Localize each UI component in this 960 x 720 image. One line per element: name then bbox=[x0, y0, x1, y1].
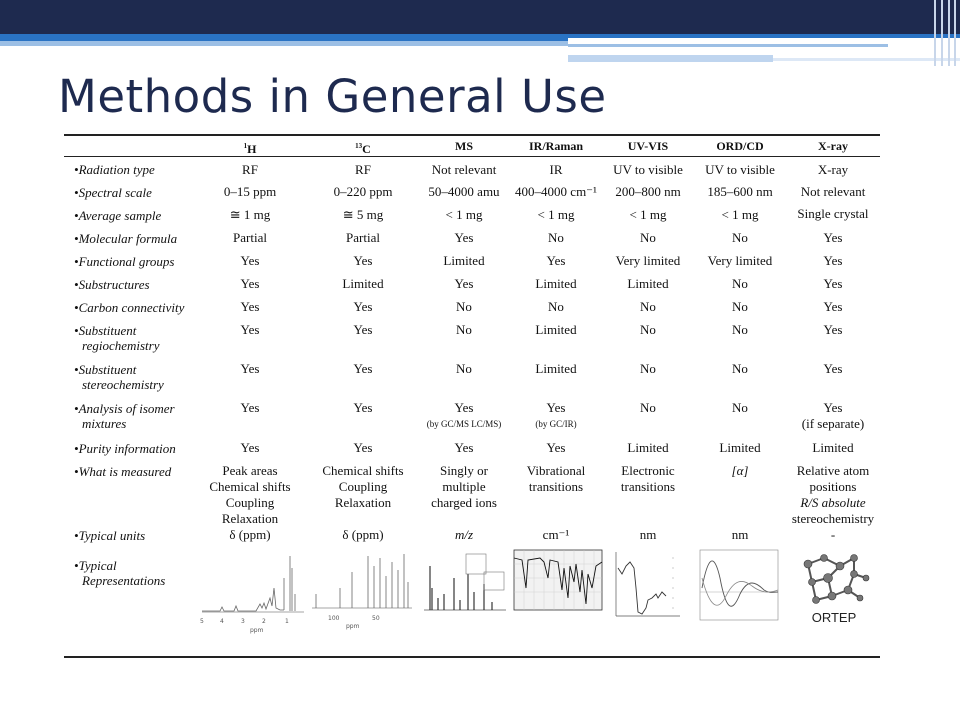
band-blue bbox=[0, 34, 568, 41]
table-cell: Yes bbox=[823, 299, 843, 314]
h-nmr-axis-unit: ppm bbox=[250, 627, 264, 634]
table-cell: No bbox=[732, 299, 748, 314]
table-cell: Peak areas Chemical shifts Coupling Relaxation bbox=[209, 463, 291, 526]
table-cell: No bbox=[548, 230, 564, 245]
band-light-2 bbox=[568, 44, 888, 47]
table-cell: Yes bbox=[823, 253, 843, 268]
row-label-isomer-mixtures: •Analysis of isomer mixtures bbox=[74, 401, 175, 431]
table-cell: Yes bbox=[240, 400, 260, 415]
col-header-ms: MS bbox=[455, 139, 473, 153]
row-label-what-is-measured: •What is measured bbox=[74, 464, 172, 479]
row-label-substructures: •Substructures bbox=[74, 277, 150, 292]
h-nmr-tick: 1 bbox=[285, 618, 289, 625]
table-cell: No bbox=[640, 361, 656, 376]
table-cell: Yes bbox=[823, 322, 843, 337]
table-cell: Yes bbox=[240, 440, 260, 455]
band-vline bbox=[934, 0, 936, 66]
table-cell: nm bbox=[731, 527, 749, 542]
row-label-molecular-formula: •Molecular formula bbox=[74, 231, 178, 246]
c-nmr-tick: 50 bbox=[372, 615, 380, 622]
table-cell: Limited bbox=[535, 361, 577, 376]
table-cell: Limited bbox=[627, 276, 669, 291]
table-cell: Yes bbox=[546, 253, 566, 268]
table-cell: No bbox=[732, 276, 748, 291]
col-header-ir-raman: IR/Raman bbox=[528, 139, 583, 153]
table-cell: cm⁻¹ bbox=[542, 527, 570, 542]
table-cell: Very limited bbox=[707, 253, 773, 268]
table-cell: No bbox=[732, 400, 748, 415]
row-label-radiation-type: •Radiation type bbox=[74, 162, 155, 177]
band-vline bbox=[941, 0, 943, 66]
table-cell: Yes bbox=[353, 299, 373, 314]
table-cell: No bbox=[732, 322, 748, 337]
band-light-3 bbox=[568, 55, 773, 62]
table-cell: Limited bbox=[627, 440, 669, 455]
table-cell: Vibrational transitions bbox=[526, 463, 586, 494]
table-cell: UV to visible bbox=[705, 162, 775, 177]
table-cell: Yes bbox=[240, 322, 260, 337]
table-cell: No bbox=[456, 299, 472, 314]
table-cell: Yes bbox=[454, 230, 474, 245]
table-cell: Yes bbox=[353, 440, 373, 455]
h-nmr-tick: 3 bbox=[241, 618, 245, 625]
table-cell: 0–15 ppm bbox=[223, 184, 277, 199]
table-cell: No bbox=[456, 322, 472, 337]
ord-cd-spectrum-thumbnail bbox=[698, 548, 780, 634]
table-cell: Not relevant bbox=[431, 162, 497, 177]
table-cell: nm bbox=[639, 527, 657, 542]
uv-vis-spectrum-thumbnail bbox=[612, 548, 684, 634]
table-cell: Yes bbox=[240, 276, 260, 291]
table-rule-bottom bbox=[64, 656, 880, 658]
col-header-ord-cd: ORD/CD bbox=[716, 139, 764, 153]
table-cell: Single crystal bbox=[797, 206, 869, 221]
table-cell: Yes (if separate) bbox=[801, 400, 865, 431]
row-label-typical-representations: •Typical Representations bbox=[74, 558, 166, 588]
mass-spectrum-thumbnail bbox=[422, 548, 508, 634]
col-header-uv-vis: UV-VIS bbox=[627, 139, 669, 153]
table-cell: No bbox=[640, 322, 656, 337]
table-cell: Limited bbox=[342, 276, 384, 291]
band-vline bbox=[954, 0, 956, 66]
row-label-purity-information: •Purity information bbox=[74, 441, 176, 456]
table-cell: Limited bbox=[535, 276, 577, 291]
table-cell: ≅ 5 mg bbox=[342, 207, 384, 222]
table-cell: No bbox=[640, 299, 656, 314]
table-cell: Partial bbox=[346, 230, 380, 245]
table-cell: Yes bbox=[353, 322, 373, 337]
table-cell: Yes bbox=[454, 440, 474, 455]
table-cell: No bbox=[640, 400, 656, 415]
table-cell: No bbox=[640, 230, 656, 245]
table-cell: < 1 mg bbox=[445, 207, 483, 222]
row-label-substituent-regiochemistry: •Substituent regiochemistry bbox=[74, 323, 160, 353]
row-label-spectral-scale: •Spectral scale bbox=[74, 185, 152, 200]
h-nmr-tick: 4 bbox=[220, 618, 224, 625]
c-nmr-axis-unit: ppm bbox=[346, 623, 360, 630]
table-cell: Yes bbox=[353, 361, 373, 376]
table-cell: Yes bbox=[546, 440, 566, 455]
table-cell: Yes bbox=[240, 253, 260, 268]
h-nmr-spectrum-thumbnail bbox=[200, 548, 306, 634]
table-cell: [α] bbox=[731, 463, 749, 478]
table-cell: Limited bbox=[535, 322, 577, 337]
c-nmr-tick: 100 bbox=[328, 615, 340, 622]
table-cell: 50–4000 amu bbox=[428, 184, 500, 199]
table-cell: Limited bbox=[812, 440, 854, 455]
table-cell: δ (ppm) bbox=[229, 527, 271, 542]
band-navy bbox=[0, 0, 960, 34]
row-label-typical-units: •Typical units bbox=[74, 528, 146, 543]
methods-table bbox=[64, 134, 880, 660]
table-cell: Electronic transitions bbox=[620, 463, 676, 494]
table-cell: Yes bbox=[823, 361, 843, 376]
table-cell: Chemical shifts Coupling Relaxation bbox=[322, 463, 404, 510]
table-cell: 185–600 nm bbox=[707, 184, 773, 199]
table-cell: Yes bbox=[454, 276, 474, 291]
col-header-13c: $^{13}$C bbox=[355, 142, 371, 156]
table-cell: Limited bbox=[443, 253, 485, 268]
row-label-functional-groups: •Functional groups bbox=[74, 254, 175, 269]
table-cell: Yes (by GC/IR) bbox=[535, 400, 577, 429]
table-cell: Limited bbox=[719, 440, 761, 455]
table-cell: ≅ 1 mg bbox=[229, 207, 271, 222]
table-cell: 200–800 nm bbox=[615, 184, 681, 199]
table-cell: Yes bbox=[823, 276, 843, 291]
table-cell: - bbox=[830, 527, 836, 542]
table-cell: Relative atom positions R/S absolute stereochemistry bbox=[791, 463, 875, 526]
table-cell: Yes bbox=[240, 299, 260, 314]
ortep-caption: ORTEP bbox=[811, 610, 857, 625]
band-blue-2 bbox=[568, 34, 960, 38]
table-cell: Yes bbox=[240, 361, 260, 376]
band-light-4 bbox=[773, 58, 960, 61]
table-cell: IR bbox=[549, 162, 563, 177]
table-cell: < 1 mg bbox=[629, 207, 667, 222]
table-cell: X-ray bbox=[817, 162, 849, 177]
table-cell: No bbox=[732, 361, 748, 376]
table-cell: No bbox=[732, 230, 748, 245]
table-cell: Yes (by GC/MS LC/MS) bbox=[426, 400, 502, 429]
table-cell: < 1 mg bbox=[537, 207, 575, 222]
col-header-1h: $^1$H bbox=[243, 142, 257, 156]
table-cell: RF bbox=[242, 162, 258, 177]
c-nmr-spectrum-thumbnail bbox=[310, 548, 414, 634]
table-rule-top bbox=[64, 134, 880, 136]
table-cell: Yes bbox=[353, 400, 373, 415]
table-cell: m/z bbox=[454, 527, 474, 542]
table-cell: Very limited bbox=[615, 253, 681, 268]
band-vline bbox=[948, 0, 950, 66]
table-cell: No bbox=[548, 299, 564, 314]
table-cell: < 1 mg bbox=[721, 207, 759, 222]
h-nmr-tick: 2 bbox=[262, 618, 266, 625]
h-nmr-tick: 5 bbox=[200, 618, 204, 625]
col-header-x-ray: X-ray bbox=[818, 139, 848, 153]
table-cell: δ (ppm) bbox=[342, 527, 384, 542]
table-cell: RF bbox=[355, 162, 371, 177]
row-label-substituent-stereochemistry: •Substituent stereochemistry bbox=[74, 362, 164, 392]
band-light-1 bbox=[0, 41, 568, 46]
ir-spectrum-thumbnail bbox=[512, 548, 604, 634]
table-cell: Not relevant bbox=[800, 184, 866, 199]
slide-title: Methods in General Use bbox=[58, 70, 607, 123]
table-cell: 0–220 ppm bbox=[333, 184, 393, 199]
table-rule-header bbox=[64, 156, 880, 157]
table-cell: No bbox=[456, 361, 472, 376]
table-cell: 400–4000 cm⁻¹ bbox=[515, 184, 597, 199]
row-label-carbon-connectivity: •Carbon connectivity bbox=[74, 300, 185, 315]
row-label-average-sample: •Average sample bbox=[74, 208, 162, 223]
table-cell: Singly or multiple charged ions bbox=[431, 463, 497, 510]
table-cell: Yes bbox=[353, 253, 373, 268]
table-cell: Yes bbox=[823, 230, 843, 245]
table-cell: Partial bbox=[233, 230, 267, 245]
header-band bbox=[0, 0, 960, 70]
table-cell: UV to visible bbox=[613, 162, 683, 177]
